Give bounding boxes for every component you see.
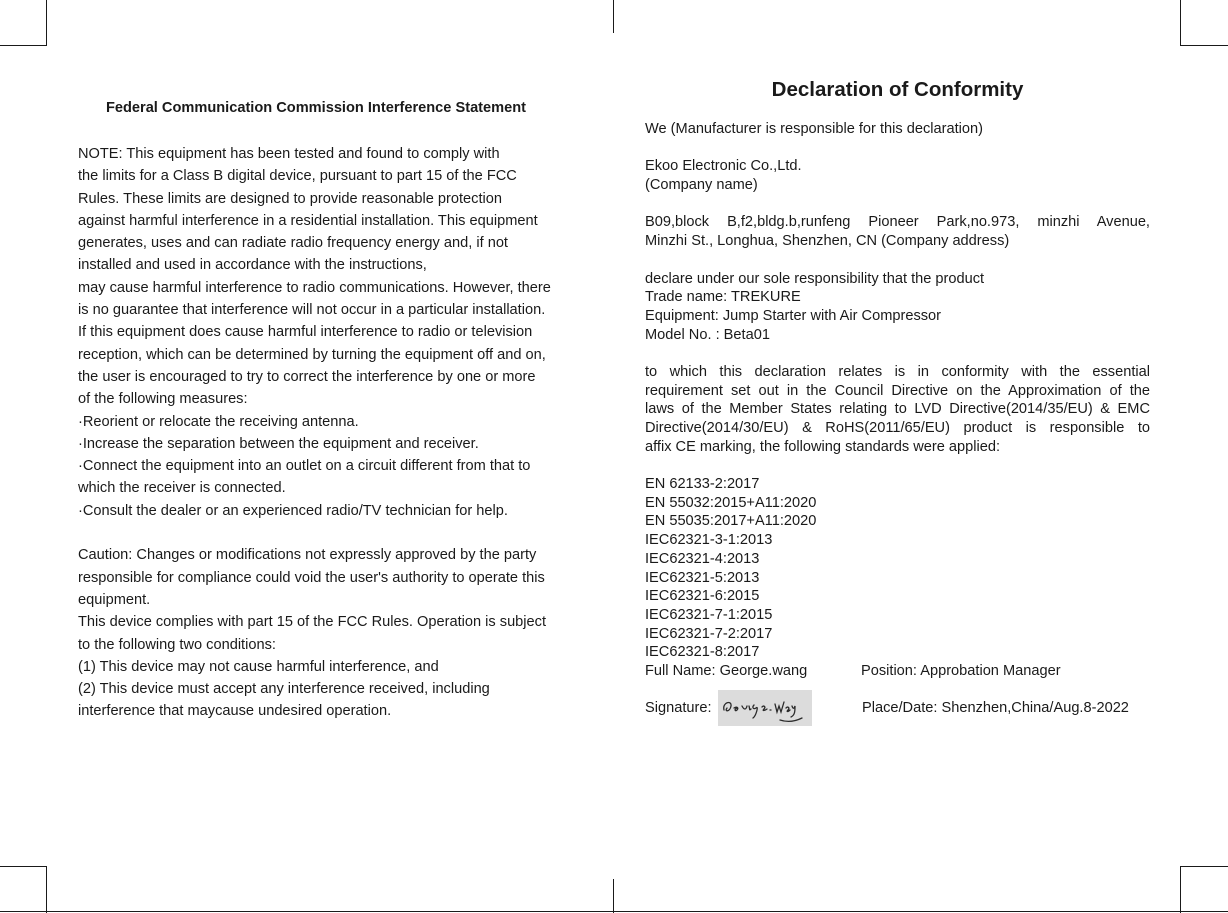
company-name-label: (Company name) [645,177,758,194]
fcc-title: Federal Communication Commission Interference Statement [105,100,527,116]
text-line: the limits for a Class B digital device, pursuant to part 15 of the FCC [78,168,517,185]
text-line: This device complies with part 15 of the FCC Rules. Operation is subject [78,614,547,631]
address-line: B09,block B,f2,bldg.b,runfeng Pioneer Park,no.973, minzhi Avenue, [645,214,1150,231]
conformity-line: to which this declaration relates is in conformity with the essential [645,363,1150,380]
standard-item: IEC62321-6:2015 [645,588,760,605]
text-line: (1) This device may not cause harmful interference, and [78,658,439,675]
text-line: against harmful interference in a residential installation. This equipment [78,212,538,229]
standard-item: IEC62321-7-2:2017 [645,625,773,642]
standard-item: IEC62321-7-1:2015 [645,606,773,623]
crop-mark [1180,866,1181,913]
crop-mark [613,879,614,913]
product-line: declare under our sole responsibility that the product [645,270,985,287]
crop-mark [0,45,47,46]
intro-line: We (Manufacturer is responsible for this declaration) [645,121,983,137]
text-line: Rules. These limits are designed to provide reasonable protection [78,190,503,207]
fcc-paragraph-1 [78,143,588,522]
position: Position: Approbation Manager [861,662,1061,679]
crop-mark [1180,0,1181,46]
standard-item: EN 55032:2015+A11:2020 [645,494,817,511]
conformity-line: requirement set out in the Council Directive on the Approximation of the [645,382,1150,399]
conformity-line: laws of the Member States relating to LVD Directive(2014/35/EU) & EMC [645,401,1150,418]
measure-item: ·Connect the equipment into an outlet on a circuit different from that to [78,458,531,475]
measure-item: ·Increase the separation between the equipment and receiver. [78,435,479,452]
full-name: Full Name: George.wang [645,662,808,679]
handwritten-signature [718,690,812,726]
trade-name: Trade name: TREKURE [645,289,801,306]
conformity-line: Directive(2014/30/EU) & RoHS(2011/65/EU) product is responsible to [645,420,1150,436]
text-line: If this equipment does cause harmful interference to radio or television [78,324,533,341]
standard-item: IEC62321-4:2013 [645,550,760,567]
signature-label: Signature: [645,699,712,716]
text-line: (2) This device must accept any interference received, including [78,681,490,698]
measure-item: ·Reorient or relocate the receiving antenna. [78,413,359,430]
crop-mark [613,0,614,33]
bottom-trim-line [0,911,1228,912]
standard-item: IEC62321-3-1:2013 [645,532,773,549]
text-line: responsible for compliance could void the user's authority to operate this [78,569,545,586]
text-line: the user is encouraged to try to correct the interference by one or more [78,368,536,385]
text-line: equipment. [78,591,151,608]
crop-mark [1180,45,1228,46]
text-line: installed and used in accordance with the instructions, [78,257,427,274]
name-position-row [645,662,1150,681]
text-line: reception, which can be determined by turning the equipment off and on, [78,346,546,363]
standard-item: EN 62133-2:2017 [645,476,760,493]
signature-image [718,690,812,726]
doc-title: Declaration of Conformity [771,78,1024,101]
crop-mark [46,866,47,913]
conformity-line: affix CE marking, the following standards were applied: [645,438,1001,455]
company-name: Ekoo Electronic Co.,Ltd. [645,158,802,175]
crop-mark [1180,866,1228,867]
fcc-paragraph-2 [78,544,588,722]
standards-list [645,475,1150,662]
text-line: NOTE: This equipment has been tested and found to comply with [78,146,500,162]
text-line: Caution: Changes or modifications not expressly approved by the party [78,547,537,564]
text-line: to the following two conditions: [78,636,276,653]
crop-mark [46,0,47,46]
text-line: generates, uses and can radiate radio frequency energy and, if not [78,235,508,252]
standard-item: EN 55035:2017+A11:2020 [645,513,817,530]
address-line: Minzhi St., Longhua, Shenzhen, CN (Company address) [645,233,1010,250]
measure-item: ·Consult the dealer or an experienced radio/TV technician for help. [78,502,508,519]
text-line: is no guarantee that interference will not occur in a particular installation. [78,302,546,319]
declaration-of-conformity [645,76,1150,727]
signature-row [645,689,1150,727]
crop-mark [0,866,47,867]
place-date: Place/Date: Shenzhen,China/Aug.8-2022 [862,699,1129,716]
equipment: Equipment: Jump Starter with Air Compressor [645,307,942,324]
text-line: which the receiver is connected. [78,480,286,497]
model-number: Model No. : Beta01 [645,326,770,343]
standard-item: IEC62321-8:2017 [645,644,760,661]
text-line: interference that maycause undesired operation. [78,703,392,720]
text-line: of the following measures: [78,391,248,408]
standard-item: IEC62321-5:2013 [645,569,760,586]
fcc-statement [78,98,588,723]
text-line: may cause harmful interference to radio communications. However, there [78,279,551,296]
